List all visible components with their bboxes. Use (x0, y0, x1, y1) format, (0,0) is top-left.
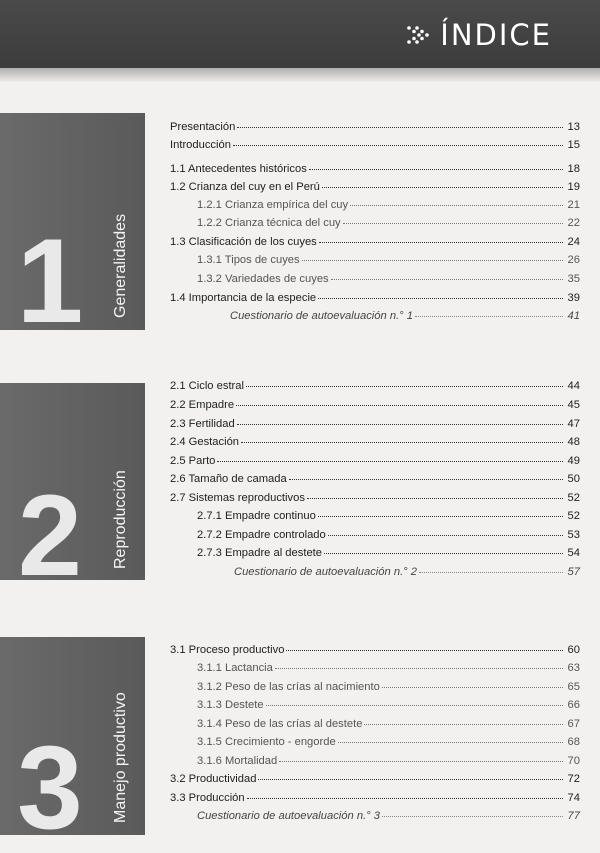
header-shadow (0, 68, 600, 82)
chapter-number: 3 (17, 722, 83, 835)
toc-entry-label: 1.3 Clasificación de los cuyes (170, 236, 317, 248)
toc-entry-page: 41 (567, 310, 580, 322)
toc-subentry[interactable] (197, 251, 580, 267)
toc-entry-page: 22 (567, 217, 580, 229)
toc-entry-label: Cuestionario de autoevaluación n.° 1 (230, 310, 413, 322)
leader-dots (307, 487, 563, 499)
toc-entry[interactable] (170, 789, 580, 805)
leader-dots (217, 450, 563, 462)
toc-subentry[interactable] (197, 733, 580, 749)
leader-dots (302, 249, 563, 261)
toc-entry-label: 2.7 Sistemas reproductivos (170, 492, 305, 504)
toc-entry-page: 74 (567, 792, 580, 804)
toc-entry[interactable] (170, 396, 580, 412)
leader-dots (364, 713, 563, 725)
leader-dots (258, 768, 563, 780)
toc-entry-label: 2.7.1 Empadre continuo (197, 510, 316, 522)
toc-entry-page: 24 (567, 236, 580, 248)
page-title: ÍNDICE (440, 18, 552, 52)
toc-entry[interactable] (170, 160, 580, 176)
toc-subentry[interactable] (197, 507, 580, 523)
toc-entry-label: Introducción (170, 139, 231, 151)
toc-entry-page: 63 (567, 662, 580, 674)
toc-entry[interactable] (170, 233, 580, 249)
toc-subentry[interactable] (197, 659, 580, 675)
toc-entry-page: 70 (567, 755, 580, 767)
toc-entry[interactable] (170, 770, 580, 786)
toc-entry-label: 1.1 Antecedentes históricos (170, 163, 307, 175)
toc-entry-page: 15 (567, 139, 580, 151)
toc-subentry[interactable] (197, 715, 580, 731)
page-header (0, 0, 600, 68)
toc-entry-label: 3.2 Productividad (170, 773, 257, 785)
leader-dots (318, 287, 563, 299)
toc-entry-label: 2.4 Gestación (170, 436, 240, 448)
leader-dots (286, 639, 563, 651)
toc-entry[interactable] (170, 415, 580, 431)
chapter-2-block (0, 383, 145, 580)
leader-dots (382, 676, 563, 688)
leader-dots (279, 750, 563, 762)
toc-subentry[interactable] (197, 678, 580, 694)
toc-entry-label: 1.4 Importancia de la especie (170, 292, 317, 304)
toc-entry-page: 65 (567, 681, 580, 693)
leader-dots (275, 657, 563, 669)
leader-dots (237, 116, 563, 128)
toc-entry-label: 3.1.2 Peso de las crías al nacimiento (197, 681, 380, 693)
toc-entry-page: 72 (567, 773, 580, 785)
toc-entry[interactable] (170, 289, 580, 305)
leader-dots (318, 505, 563, 517)
leader-dots (350, 194, 563, 206)
leader-dots (338, 731, 563, 743)
toc-entry-label: Presentación (170, 121, 236, 133)
leader-dots (419, 561, 563, 573)
leader-dots (415, 305, 563, 317)
toc-subentry[interactable] (197, 696, 580, 712)
leader-dots (331, 268, 563, 280)
toc-entry-page: 18 (567, 163, 580, 175)
toc-entry-page: 53 (567, 529, 580, 541)
toc-entry-page: 77 (567, 810, 580, 822)
toc-entry[interactable] (170, 641, 580, 657)
toc-entry-page: 13 (567, 121, 580, 133)
toc-entry-label: 3.1.5 Crecimiento - engorde (197, 736, 336, 748)
toc-entry-label: 3.1.1 Lactancia (197, 662, 273, 674)
toc-entry-label: 1.2.2 Crianza técnica del cuy (197, 217, 341, 229)
chapter-number: 2 (18, 472, 82, 580)
toc-entry-label: Cuestionario de autoevaluación n.° 2 (234, 566, 417, 578)
toc-entry-label: 3.1.3 Destete (197, 699, 264, 711)
toc-entry-page: 21 (567, 199, 580, 211)
leader-dots (328, 524, 563, 536)
toc-entry-page: 67 (567, 718, 580, 730)
toc-entry-label: 3.1 Proceso productivo (170, 644, 285, 656)
toc-entry-page: 26 (567, 254, 580, 266)
toc-subentry[interactable] (197, 526, 580, 542)
toc-entry[interactable] (170, 377, 580, 393)
toc-entry-label: 2.7.3 Empadre al destete (197, 547, 323, 559)
chapter-label: Generalidades (112, 213, 129, 318)
toc-entry-label: 2.2 Empadre (170, 399, 235, 411)
chapter-label: Manejo productivo (112, 692, 129, 823)
toc-entry-label: 2.6 Tamaño de camada (170, 473, 287, 485)
toc-entry-page: 49 (567, 455, 580, 467)
chapter-1-block (0, 113, 145, 330)
toc-entry[interactable] (170, 178, 580, 194)
toc-quiz-entry[interactable] (230, 307, 580, 323)
toc-entry[interactable] (170, 118, 580, 134)
toc-subentry[interactable] (197, 196, 580, 212)
toc-quiz-entry[interactable] (234, 563, 580, 579)
toc-subentry[interactable] (197, 544, 580, 560)
leader-dots (322, 176, 563, 188)
toc-entry[interactable] (170, 136, 580, 152)
header-title-group (406, 18, 552, 52)
toc-entry-page: 35 (567, 273, 580, 285)
leader-dots (236, 394, 563, 406)
toc-entry-page: 68 (567, 736, 580, 748)
leader-dots (319, 231, 563, 243)
leader-dots (309, 158, 563, 170)
toc-entry-label: 1.2 Crianza del cuy en el Perú (170, 181, 320, 193)
toc-quiz-entry[interactable] (197, 807, 580, 823)
toc-entry-label: Cuestionario de autoevaluación n.° 3 (197, 810, 380, 822)
toc-entry-page: 57 (567, 566, 580, 578)
toc-entry-page: 48 (567, 436, 580, 448)
toc-entry-page: 66 (567, 699, 580, 711)
double-chevron-icon (406, 25, 432, 45)
leader-dots (241, 431, 563, 443)
toc-entry-label: 1.2.1 Crianza empírica del cuy (197, 199, 349, 211)
toc-entry-page: 39 (567, 292, 580, 304)
toc-entry-page: 47 (567, 418, 580, 430)
toc-entry-label: 3.1.4 Peso de las crías al destete (197, 718, 363, 730)
leader-dots (246, 375, 563, 387)
toc-entry[interactable] (170, 433, 580, 449)
toc-entry-page: 19 (567, 181, 580, 193)
leader-dots (324, 542, 563, 554)
toc-entry-label: 2.3 Fertilidad (170, 418, 235, 430)
leader-dots (247, 787, 563, 799)
toc-entry[interactable] (170, 452, 580, 468)
chapter-3-block (0, 637, 145, 835)
toc-entry-label: 3.3 Producción (170, 792, 245, 804)
toc-entry-label: 3.1.6 Mortalidad (197, 755, 278, 767)
toc-entry-page: 54 (567, 547, 580, 559)
chapter-number: 1 (16, 214, 84, 330)
leader-dots (237, 413, 563, 425)
toc-subentry[interactable] (197, 214, 580, 230)
toc-entry-page: 45 (567, 399, 580, 411)
toc-entry[interactable] (170, 489, 580, 505)
leader-dots (343, 212, 563, 224)
toc-entry-page: 52 (567, 492, 580, 504)
toc-entry-page: 44 (567, 380, 580, 392)
toc-entry-label: 1.3.1 Tipos de cuyes (197, 254, 300, 266)
chapter-label: Reproducción (112, 470, 129, 569)
toc-entry-label: 1.3.2 Variedades de cuyes (197, 273, 329, 285)
toc-entry-label: 2.1 Ciclo estral (170, 380, 244, 392)
toc-subentry[interactable] (197, 270, 580, 286)
toc-entry-label: 2.5 Parto (170, 455, 216, 467)
toc-entry-page: 52 (567, 510, 580, 522)
leader-dots (233, 134, 563, 146)
toc-subentry[interactable] (197, 752, 580, 768)
toc-entry[interactable] (170, 470, 580, 486)
leader-dots (266, 694, 563, 706)
toc-entry-page: 50 (567, 473, 580, 485)
leader-dots (289, 468, 563, 480)
leader-dots (382, 805, 563, 817)
toc-entry-label: 2.7.2 Empadre controlado (197, 529, 326, 541)
toc-entry-page: 60 (567, 644, 580, 656)
